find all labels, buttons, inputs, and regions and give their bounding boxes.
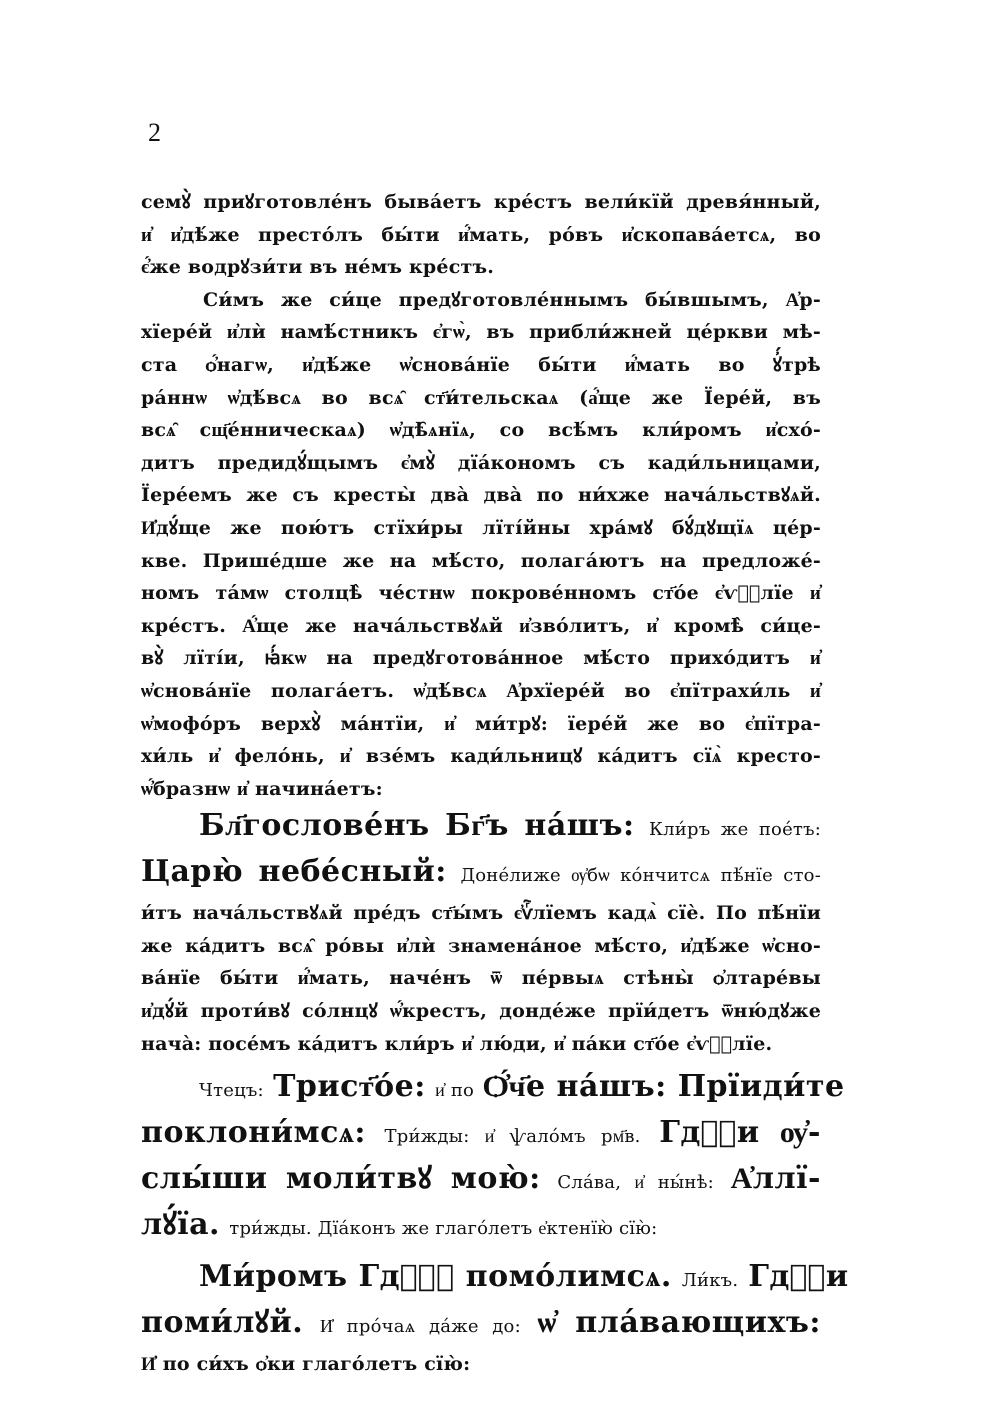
hear-words: слы́ши моли́твꙋ мою̀: [141, 1161, 541, 1197]
body-text [141, 186, 849, 1381]
peace-petition: Ми́ромъ Гдⷭ҇ꙋ помо́лимсѧ. [199, 1259, 672, 1295]
text-line: хи́ль и҆ фело́нь, и҆ взе́мъ кади́льницꙋ ка́дитъ сїѧ̀ кресто- [141, 745, 821, 768]
text-line: нача̀: посе́мъ ка́дитъ кли́ръ и҆ лю́ди, и҆ па́ки ст҃о́е є҆ѵⷢ҇лїе. [141, 1032, 773, 1055]
lord-word: Гдⷭ҇и ѹ҆- [659, 1115, 821, 1151]
text-line: вꙋ̀ лїті́и, ꙗ҆́кѡ на предꙋготова́нное мѣ́сто прихо́дитъ и҆ [141, 647, 821, 670]
mercy-line [141, 1302, 821, 1348]
deacon-rubric: три́жды. Дїа́конъ же глаго́летъ е҆ктенїю̀ сїю̀: [229, 1218, 658, 1240]
text-line: ѡ҆́бразнѡ и҆ начина́етъ: [141, 777, 383, 800]
king-line [141, 851, 821, 897]
hear-line [141, 1158, 821, 1204]
text-line: и҆дꙋ́й проти́вꙋ со́лнцꙋ ѡ҆́крестъ, донде́же прїи́детъ ѿню́дꙋже [141, 1000, 821, 1023]
text-line: Си́мъ же си́це предꙋготовле́ннымъ бы́вшымъ, А҆р- [203, 288, 821, 311]
text-line: ва́нїе бы́ти и҆́мать, наче́нъ ѿ пе́рвыѧ стѣны̀ ѻ҆лтаре́вы [141, 967, 821, 990]
king-rubric: Доне́лиже ѹ҆бѡ ко́нчитсѧ пѣ́нїе сто- [460, 865, 821, 887]
text-line: ра́ннѡ ѡ҆дѣ́всѧ во всѧ̑ ст҃и́тельскаѧ (а҆́ще же Їере́й, въ [141, 386, 821, 409]
blessed-rubric: Кли́ръ же пое́тъ: [649, 819, 822, 841]
our-father: Ѻ҆́ч҃е на́шъ: Прїиди́те [483, 1069, 845, 1105]
text-line: є҆́же водрꙋзи́ти въ не́мъ кре́стъ. [141, 256, 495, 279]
peace-line [141, 1256, 849, 1302]
lord-have: Гдⷭ҇и [748, 1259, 849, 1295]
text-line: И҆дꙋ́ще же пою́тъ стїхи́ры лїті́йны хра́мꙋ бꙋ́дꙋщїѧ це́р- [141, 516, 821, 539]
voyagers-petition: ѡ҆ пла́вающихъ: [537, 1305, 821, 1341]
text-line: всѧ̑ сщ҃е́нническаѧ) ѡ҆дѣ̑ѧнїѧ, со всѣ́мъ кли́ромъ и҆схо́- [141, 419, 821, 442]
bow-rubric: Три́жды: и҆ ѱало́мъ рм҃в. [384, 1126, 641, 1148]
glory-rubric: Сла́ва, и҆ ны́нѣ: [557, 1172, 714, 1194]
text-line: Їере́емъ же съ кресты̀ два̀ два̀ по ни́хже нача́льствꙋѧй. [141, 484, 821, 507]
choir-rubric: Ли́къ. [681, 1270, 739, 1292]
text-line: ста ѻ҆́нагѡ, и҆дѣ́же ѡ҆снова́нїе бы́ти и҆́мать во ꙋ҆́трѣ [141, 353, 821, 376]
text-line: дитъ предидꙋ́щымъ є҆мꙋ̀ дїа́кономъ съ кади́льницами, [141, 451, 821, 474]
bow-line [141, 1112, 821, 1158]
king-incipit: Царю̀ небе́сный: [141, 854, 447, 890]
blessed-line [141, 805, 821, 851]
text-line: ѡ҆снова́нїе полага́етъ. ѡ҆дѣ́всѧ А҆рхїере́й во є҆пїтрахи́ль и҆ [141, 679, 821, 702]
reader-line [141, 1066, 845, 1112]
rest-rubric: И҆ про́чаѧ да́же до: [320, 1316, 521, 1338]
mercy-word: поми́лꙋй. [141, 1305, 304, 1341]
reader-mid: и҆ по [435, 1080, 475, 1102]
text-line: и҆ и҆дѣ́же престо́лъ бы́ти и҆́мать, ро́въ и҆скопава́етсѧ, во [141, 223, 821, 246]
text-line: и́тъ нача́льствꙋѧй пре́дъ ст҃ы́мъ є҆ѵⷢ҇лїемъ кадѧ̀ сїѐ. По пѣ́нїи [141, 902, 821, 925]
text-line: же ка́дитъ всѧ̑ ро́вы и҆лѝ знамена́ное мѣ́сто, и҆дѣ́же ѡ҆сно- [141, 934, 821, 957]
blessed-exclamation: Бл҃гослове́нъ Бг҃ъ на́шъ: [199, 808, 635, 844]
final-line: И҆ по си́хъ ѻ҆ки глаго́летъ сїю̀: [141, 1353, 471, 1376]
page-number: 2 [148, 118, 161, 147]
bow-word: поклони́мсѧ: [141, 1115, 366, 1151]
text-line: кве. Прише́дше же на мѣ́сто, полага́ютъ на предложе́- [141, 549, 821, 572]
text-line: семꙋ̀ приꙋготовле́нъ быва́етъ кре́стъ вели́кїй древя́нный, [141, 191, 821, 213]
trisagion: Трист҃о́е: [273, 1069, 426, 1105]
alleluia-line [141, 1204, 821, 1250]
text-line: кре́стъ. А҆́ще же нача́льствꙋѧй и҆зво́литъ, и҆ кромѣ̀ си́це- [141, 614, 821, 637]
alleluia-end: лꙋ́їа. [141, 1207, 221, 1243]
text-line: ѡ҆мофо́ръ верхꙋ̀ ма́нтїи, и҆ ми́трꙋ: їере́й же во є҆пїтра- [141, 712, 821, 735]
reader-lead: Чтецъ: [199, 1080, 264, 1102]
text-line: хїере́й и҆лѝ намѣ́стникъ є҆гѡ̀, въ прибли́жней це́ркви мѣ- [141, 321, 821, 344]
alleluia-start: А҆ллї- [730, 1161, 821, 1197]
text-line: номъ та́мѡ столцѣ̀ че́стнѡ покрове́нномъ ст҃о́е є҆ѵⷢ҇лїе и҆ [141, 582, 821, 605]
